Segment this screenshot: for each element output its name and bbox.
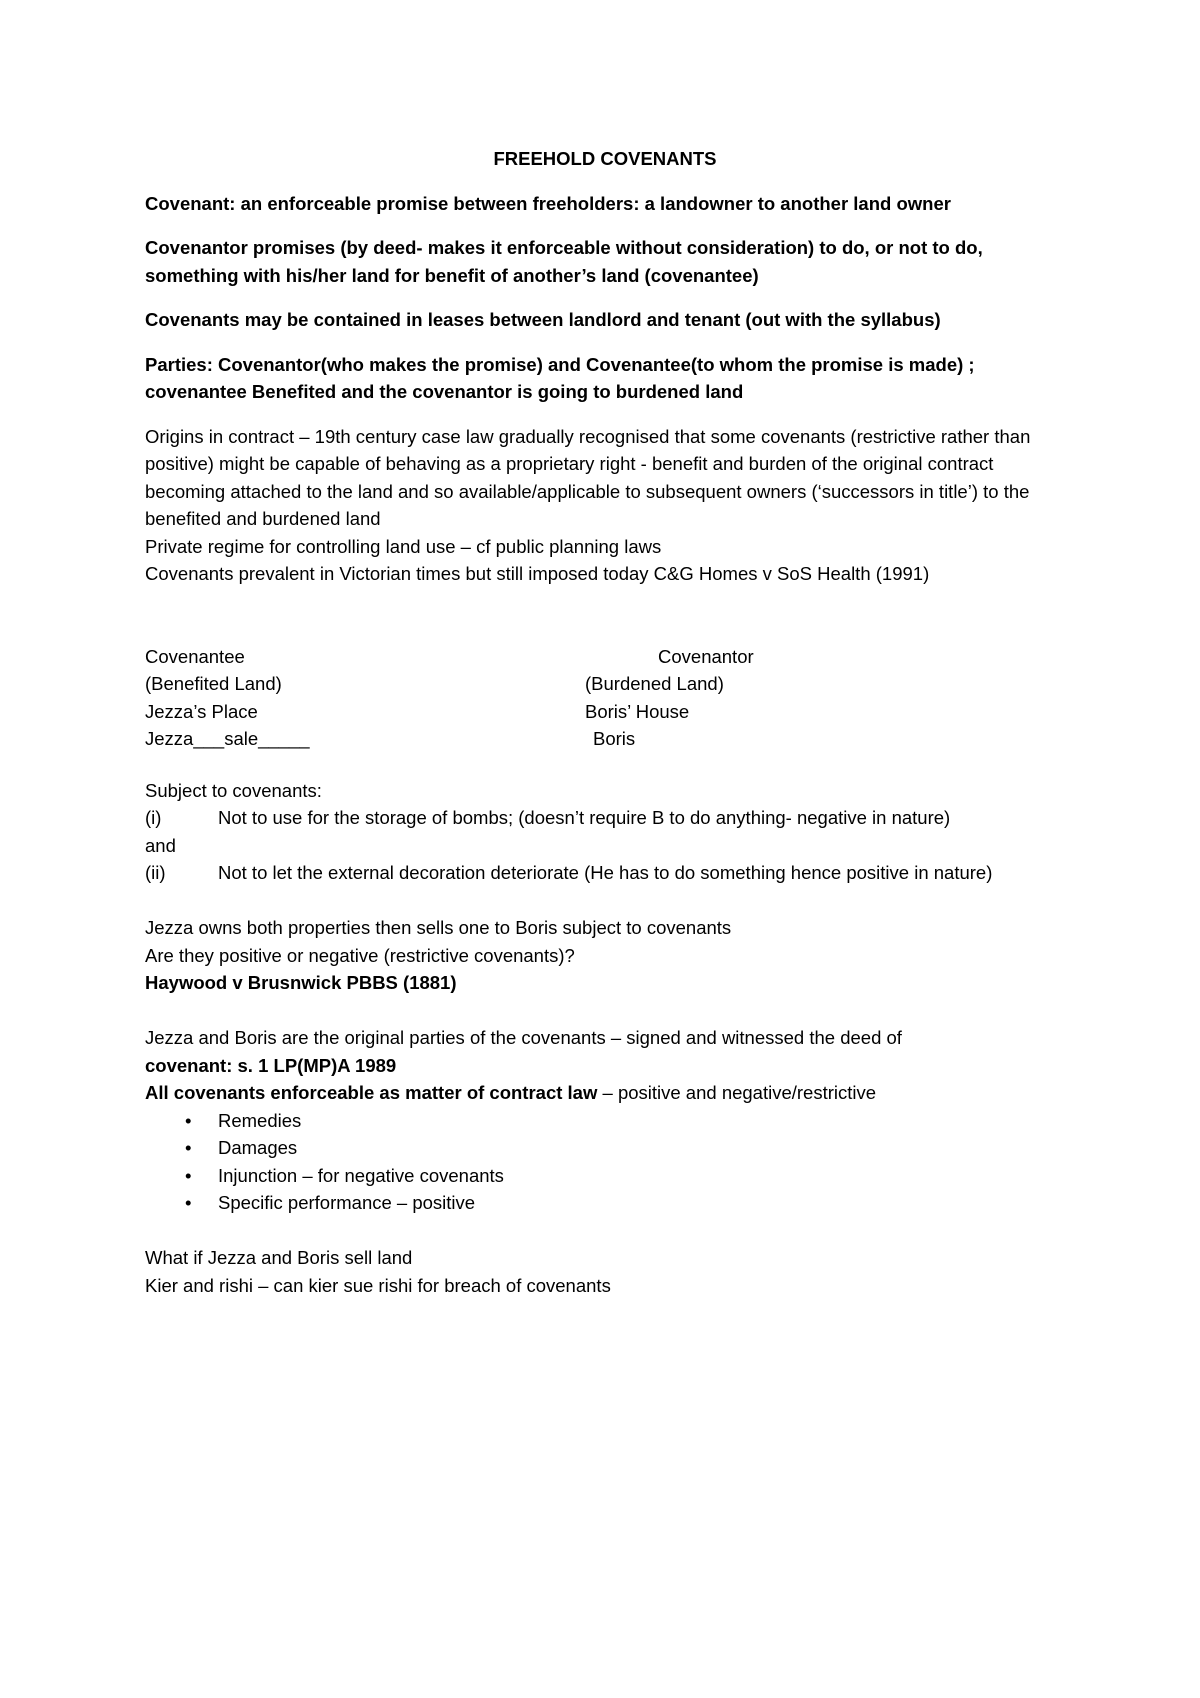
- parties-row: [145, 698, 1065, 726]
- list-item: [145, 1162, 1065, 1190]
- contract-law-rest: – positive and negative/restrictive: [597, 1082, 877, 1103]
- closing-question: What if Jezza and Boris sell land: [145, 1247, 413, 1268]
- bullet-icon: •: [185, 1137, 192, 1158]
- document-body: [145, 145, 1065, 1299]
- list-item: [145, 1107, 1065, 1135]
- spacer: [145, 1217, 1065, 1245]
- covenant-number: (ii): [145, 862, 166, 883]
- parties-row: [145, 643, 1065, 671]
- spacer: [145, 615, 1065, 643]
- covenant-item: [145, 804, 1065, 832]
- covenantee-property: Jezza’s Place: [145, 700, 258, 722]
- definition-parties: Parties: Covenantor(who makes the promise) and Covenantee(to whom the promise is made) ; covenantee Benefited and the covenantor is going to burdened land: [145, 353, 975, 402]
- bullet-icon: •: [185, 1109, 192, 1131]
- covenantor-name: Boris: [593, 728, 636, 749]
- remedy-text: Damages: [218, 1137, 298, 1158]
- remedy-text: Specific performance – positive: [218, 1192, 476, 1213]
- spacer: [145, 588, 1065, 616]
- contract-law-bold: All covenants enforceable as matter of contract law: [145, 1082, 598, 1103]
- bullet-icon: •: [185, 1164, 192, 1186]
- parties-row: [145, 670, 1065, 698]
- covenant-number: (i): [145, 807, 162, 828]
- positive-negative-question: Are they positive or negative (restrictive covenants)?: [145, 944, 575, 966]
- original-parties-line: Jezza and Boris are the original parties of the covenants – signed and witnessed the deed of: [145, 1027, 902, 1048]
- definition-covenantor: Covenantor promises (by deed- makes it enforceable without consideration) to do, or not to do, something with his/her land for benefit of another’s land (covenantee): [145, 237, 983, 286]
- definition-leases: Covenants may be contained in leases between landlord and tenant (out with the syllabus): [145, 309, 941, 330]
- list-item: [145, 1134, 1065, 1162]
- subject-heading: Subject to covenants:: [145, 779, 322, 801]
- connector-word: and: [145, 834, 176, 856]
- remedy-text: Remedies: [218, 1109, 302, 1131]
- covenantor-property: Boris’ House: [585, 700, 690, 722]
- victorian-line: Covenants prevalent in Victorian times but still imposed today C&G Homes v SoS Health (1991): [145, 563, 930, 584]
- covenant-text: Not to use for the storage of bombs; (doesn’t require B to do anything- negative in nature): [218, 807, 951, 828]
- case-citation: Haywood v Brusnwick PBBS (1881): [145, 972, 457, 993]
- covenant-item: [145, 859, 1065, 887]
- spacer: [145, 753, 1065, 777]
- parties-table: [145, 643, 1065, 753]
- spacer: [145, 887, 1065, 915]
- benefited-land-label: (Benefited Land): [145, 673, 282, 694]
- covenantor-heading: Covenantor: [658, 645, 754, 667]
- covenant-text: Not to let the external decoration deteriorate (He has to do something hence positive in nature): [218, 862, 993, 883]
- covenantee-heading: Covenantee: [145, 645, 245, 667]
- contract-law-line: [145, 1079, 1065, 1107]
- bullet-icon: •: [185, 1192, 192, 1213]
- private-regime-line: Private regime for controlling land use – cf public planning laws: [145, 535, 662, 557]
- burdened-land-label: (Burdened Land): [585, 673, 724, 694]
- page-title: FREEHOLD COVENANTS: [493, 148, 717, 169]
- remedy-text: Injunction – for negative covenants: [218, 1164, 504, 1186]
- definition-covenant: Covenant: an enforceable promise between freeholders: a landowner to another land owner: [145, 192, 951, 214]
- jezza-sale-line: Jezza owns both properties then sells one to Boris subject to covenants: [145, 917, 732, 938]
- covenantee-name: Jezza___sale_____: [145, 728, 310, 749]
- list-item: [145, 1189, 1065, 1217]
- statute-citation: covenant: s. 1 LP(MP)A 1989: [145, 1054, 397, 1076]
- spacer: [145, 997, 1065, 1025]
- origins-paragraph: Origins in contract – 19th century case law gradually recognised that some covenants (restrictive rather than positive) might be capable of behaving as a proprietary right - benefit and burden of the original contract becoming attached to the land and so available/applicable to subsequent owners (‘successors in title’) to the benefited and burdened land: [145, 425, 1031, 529]
- remedies-list: [145, 1107, 1065, 1217]
- parties-row: [145, 725, 1065, 753]
- closing-line: Kier and rishi – can kier sue rishi for breach of covenants: [145, 1274, 611, 1296]
